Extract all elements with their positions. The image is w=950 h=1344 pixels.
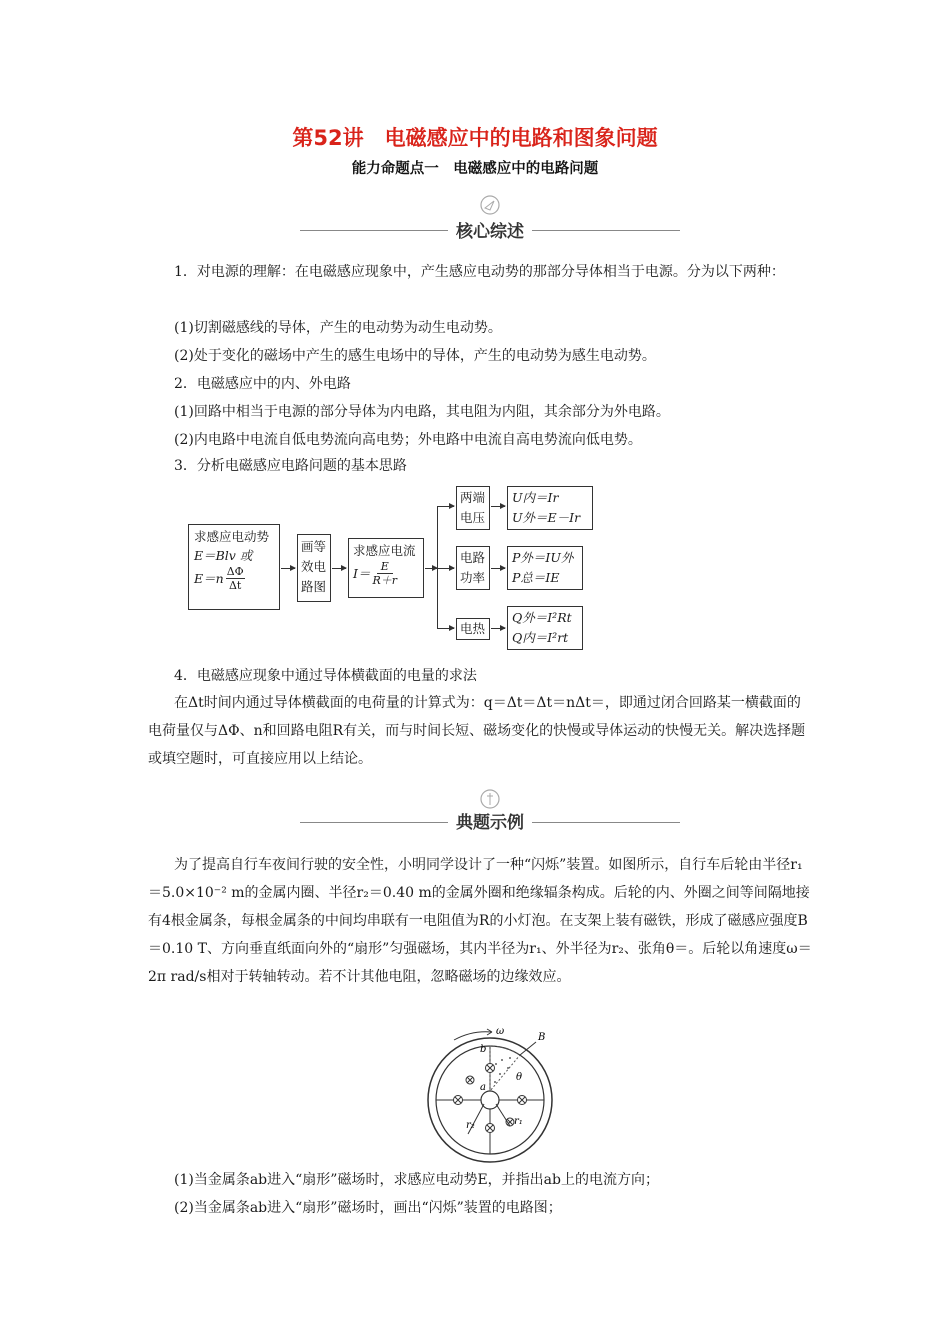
wheel-figure — [410, 1024, 570, 1174]
heat-label-box: 电热 — [456, 618, 490, 640]
arrow-v — [491, 506, 505, 507]
para-4: 4．电磁感应现象中通过导体横截面的电量的求法 — [174, 668, 477, 684]
analysis-flowchart — [188, 484, 608, 654]
section-header-core — [300, 200, 680, 242]
field-label: B — [538, 1032, 546, 1043]
para-1: 1．对电源的理解：在电磁感应现象中，产生感应电动势的那部分导体相当于电源。分为以下两种： — [174, 264, 785, 280]
point-b-label: b — [480, 1044, 487, 1055]
voltage-label-box — [456, 486, 490, 530]
para-2b: (2)内电路中电流自低电势流向高电势；外电路中电流自高电势流向低电势。 — [174, 432, 642, 448]
omega-label: ω — [496, 1026, 505, 1037]
arrow-h — [491, 628, 505, 629]
page-subtitle: 能力命题点一 电磁感应中的电路问题 — [351, 161, 599, 177]
page-title: 第52讲 电磁感应中的电路和图象问题 — [292, 126, 658, 150]
emf-eq2-den: Δt — [228, 579, 242, 592]
voltage-eq-1: U内＝Ir — [512, 490, 559, 505]
section-label: 典题示例 — [456, 813, 524, 833]
power-label-box — [456, 546, 490, 590]
voltage-label-2: 电压 — [460, 510, 486, 525]
section-label: 核心综述 — [456, 222, 524, 242]
emf-eq2-num: ΔΦ — [226, 565, 244, 578]
point-a-label: a — [480, 1082, 486, 1093]
current-box — [348, 538, 424, 598]
current-title: 求感应电流 — [353, 543, 416, 558]
trunk-line — [425, 568, 437, 569]
voltage-eq-box — [507, 486, 593, 530]
theta-label: θ — [516, 1072, 523, 1083]
power-label-1: 电路 — [460, 550, 486, 565]
voltage-label-1: 两端 — [460, 490, 486, 505]
power-eq-1: P外＝IU外 — [512, 550, 574, 565]
para-2: 2．电磁感应中的内、外电路 — [174, 376, 351, 392]
section-emblem-icon — [476, 788, 504, 810]
power-eq-2: P总＝IE — [512, 570, 560, 585]
emf-title: 求感应电动势 — [194, 529, 270, 544]
example-problem: 为了提高自行车夜间行驶的安全性，小明同学设计了一种“闪烁”装置。如图所示，自行车后轮由半径r₁＝5.0×10⁻² m的金属内圈、半径r₂＝0.40 m的金属外圈和绝缘辐条构成。后轮的内、外圈之间等间隔地接有4根金属条，每根金属条的中间均串联有一电阻值为R的小灯泡。在支架上装有磁铁，形成了磁感应强度B＝0.10 T、方向垂直纸面向外的“扇形”匀强磁场，其内半径为r₁、外半径为r₂、张角θ＝。后轮以角速度ω＝2π rad/s相对于转轴转动。若不计其他电阻，忽略磁场的边缘效应。 — [148, 857, 812, 985]
heat-eq-2: Q内＝I²rt — [512, 630, 569, 645]
voltage-eq-2: U外＝E－Ir — [512, 510, 581, 525]
para-2a: (1)回路中相当于电源的部分导体为内电路，其电阻为内阻，其余部分为外电路。 — [174, 404, 670, 420]
question-2: (2)当金属条ab进入“扇形”磁场时，画出“闪烁”装置的电路图； — [174, 1200, 562, 1216]
arrow-b2 — [437, 568, 454, 569]
current-eq-left: I＝ — [353, 566, 371, 581]
arrow-1 — [281, 568, 295, 569]
arrow-b3 — [437, 628, 454, 629]
section-header-examples — [300, 786, 680, 833]
branch-line — [437, 506, 438, 628]
power-eq-box — [507, 546, 583, 590]
arrow-p — [491, 568, 505, 569]
arrow-2 — [332, 568, 346, 569]
para-1b: (2)处于变化的磁场中产生的感生电场中的导体，产生的电动势为感生电动势。 — [174, 348, 656, 364]
r1-label: r₁ — [514, 1116, 523, 1127]
current-eq-den: R＋r — [372, 574, 397, 587]
heat-eq-1: Q外＝I²Rt — [512, 610, 572, 625]
question-1: (1)当金属条ab进入“扇形”磁场时，求感应电动势E，并指出ab上的电流方向； — [174, 1172, 659, 1188]
emf-eq2-left: E＝n — [194, 571, 224, 586]
emf-box — [188, 524, 280, 610]
para-3: 3．分析电磁感应电路问题的基本思路 — [174, 458, 407, 474]
power-label-2: 功率 — [460, 570, 486, 585]
para-4a: 在Δt时间内通过导体横截面的电荷量的计算式为：q＝Δt＝Δt＝nΔt＝，即通过闭合回路某一横截面的电荷量仅与ΔΦ、n和回路电阻R有关，而与时间长短、磁场变化的快慢或导体运动的快慢无关。解决选择题或填空题时，可直接应用以上结论。 — [148, 695, 806, 767]
emf-eq1: E＝Blv 或 — [194, 548, 253, 563]
heat-eq-box — [507, 606, 583, 650]
r2-label: r₂ — [466, 1120, 475, 1131]
current-eq-num: E — [377, 560, 393, 574]
arrow-b1 — [437, 506, 454, 507]
section-emblem-icon — [476, 194, 504, 216]
draw-circuit-box: 画等效电路图 — [297, 534, 331, 602]
para-1a: (1)切割磁感线的导体，产生的电动势为动生电动势。 — [174, 320, 502, 336]
